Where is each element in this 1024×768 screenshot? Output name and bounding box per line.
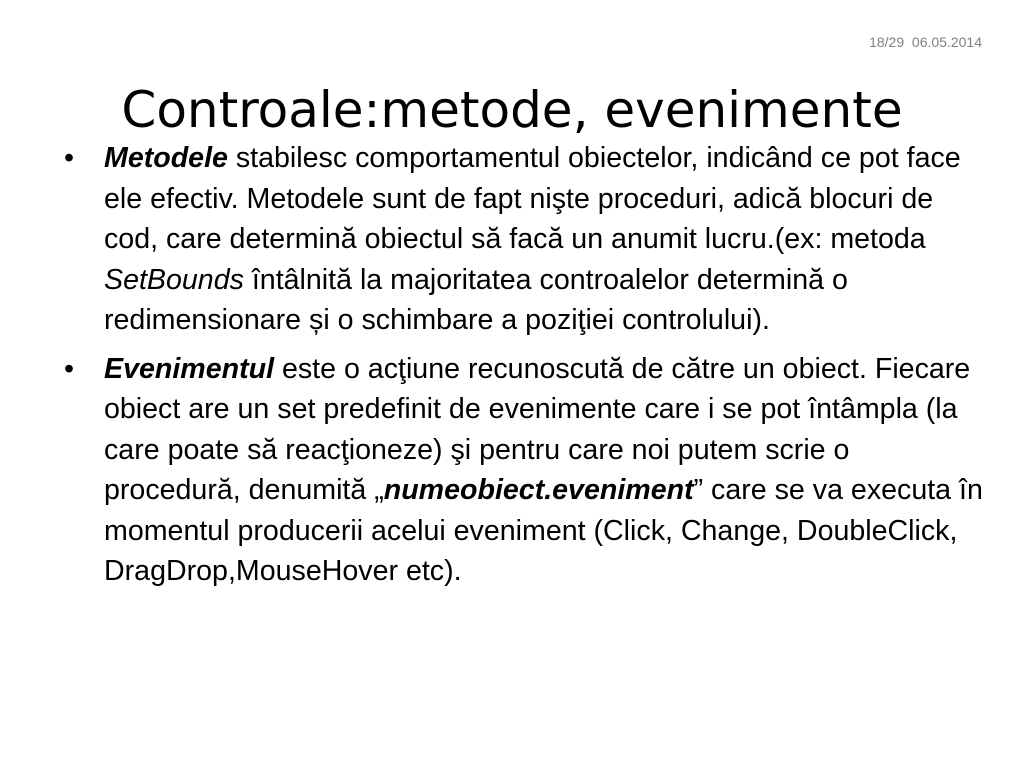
bullet-lead-term: Evenimentul bbox=[104, 352, 275, 385]
italic-term: SetBounds bbox=[104, 263, 244, 296]
bullet-marker: • bbox=[64, 142, 75, 174]
bullet-text: ” care se va executa în momentul producerii acelui eveniment (Click, Change, DoubleClick, DragDrop,MouseHover etc). bbox=[104, 474, 983, 587]
bullet-item-evenimente bbox=[62, 349, 992, 592]
bullet-lead-term: Metodele bbox=[104, 142, 228, 174]
slide-date: 06.05.2014 bbox=[911, 34, 982, 50]
bullet-item-metode bbox=[62, 138, 992, 341]
bold-term: numeobiect.eveniment bbox=[383, 474, 694, 506]
bullet-marker: • bbox=[64, 352, 75, 385]
bullet-text: stabilesc comportamentul obiectelor, indicând ce pot face ele efectiv. Metodele sunt de fapt nişte proceduri, adică blocuri de cod, care determină obiectul să facă un anumit lucru.(ex: metoda bbox=[104, 142, 961, 255]
slide-header-info bbox=[869, 34, 982, 50]
bullet-text: este o acţiune recunoscută de către un obiect. Fiecare obiect are un set predefinit de evenimente care i se pot întâmpla (la care poate să reacţioneze) şi pentru care noi putem scrie o procedură, denumită „ bbox=[104, 352, 971, 506]
bullet-list bbox=[62, 138, 992, 600]
bullet-text: întâlnită la majoritatea controalelor determină o redimensionare și o schimbare a poziţiei controlului). bbox=[104, 263, 848, 336]
slide-title: Controale:metode, evenimente bbox=[121, 81, 903, 139]
page-number: 18/29 bbox=[869, 34, 905, 50]
